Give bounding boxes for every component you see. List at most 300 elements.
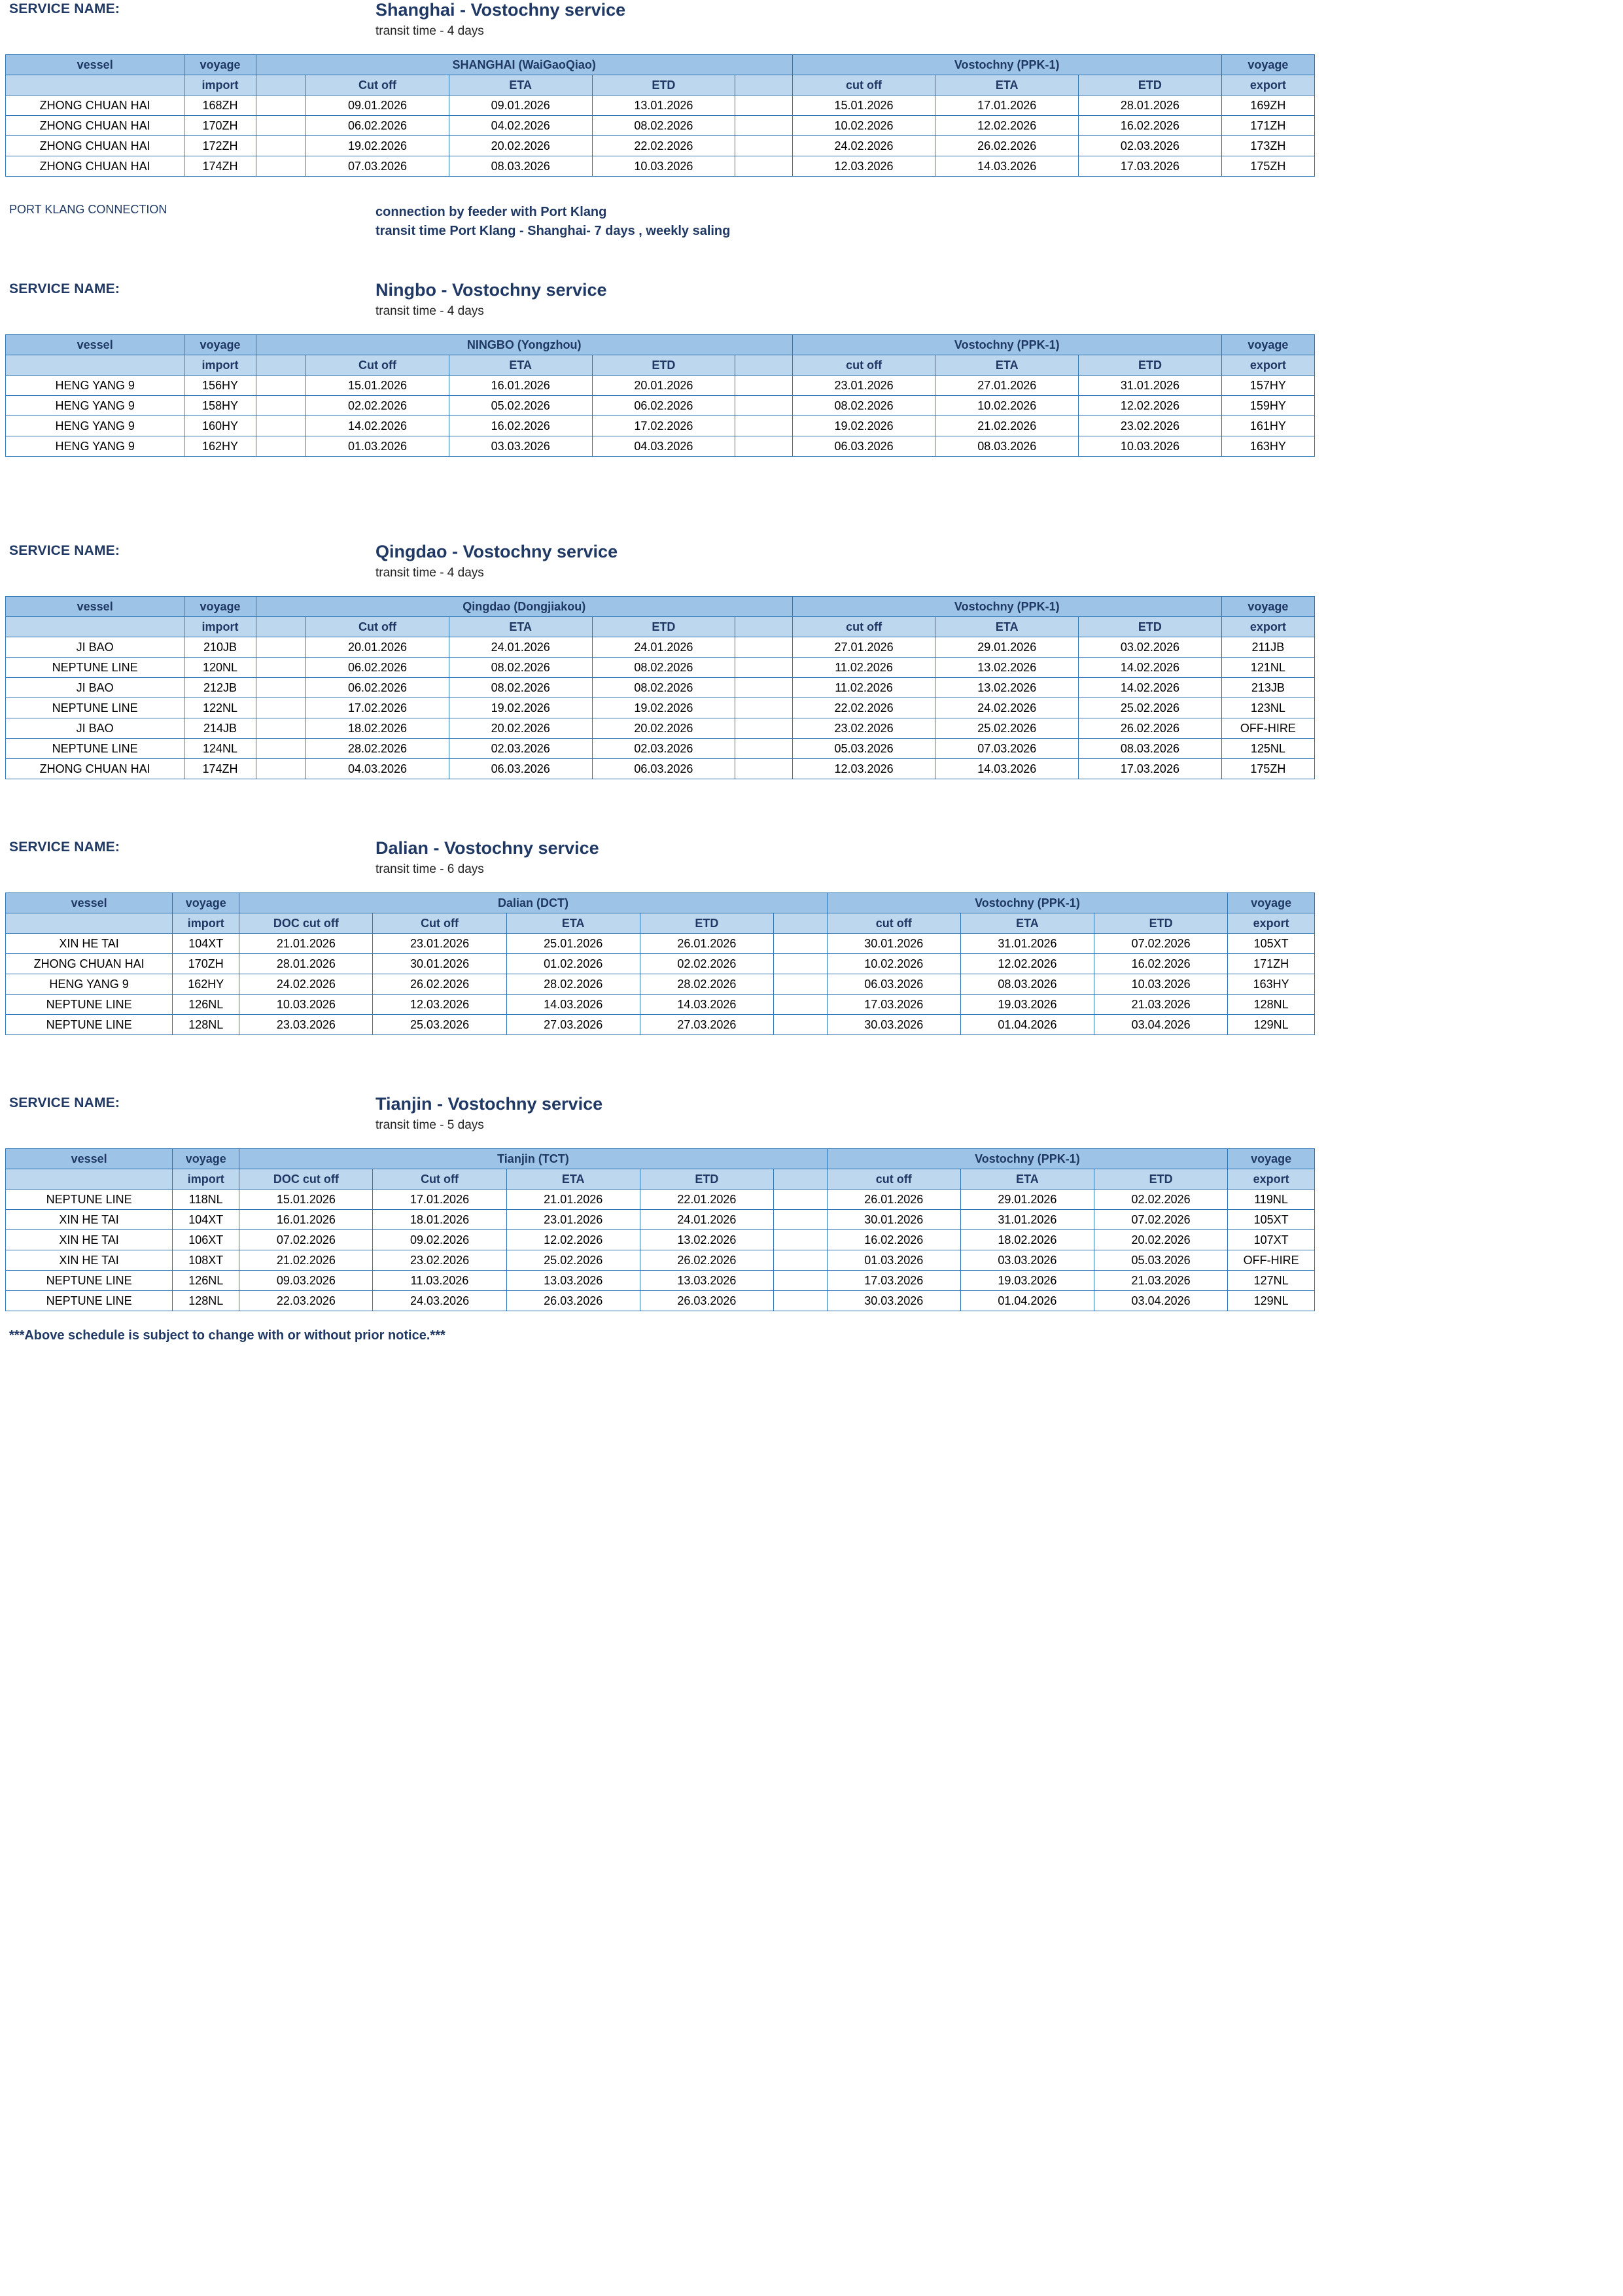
cell-dest-etd: 14.02.2026: [1079, 678, 1222, 698]
cell-gap2: [735, 156, 792, 177]
cell-cutoff: 18.01.2026: [373, 1210, 506, 1230]
table-row: [6, 96, 1315, 116]
cell-gap2: [773, 1190, 827, 1210]
cell-gap2: [735, 136, 792, 156]
subcol-gap2: [735, 355, 793, 376]
cell-cutoff: 25.03.2026: [373, 1015, 506, 1035]
subcol-etd: ETD: [640, 913, 773, 934]
cell-dest-etd: 03.02.2026: [1079, 637, 1222, 658]
cell-cutoff: 06.02.2026: [306, 678, 449, 698]
cell-dest-etd: 10.03.2026: [1094, 974, 1228, 995]
col-vessel: vessel: [6, 597, 184, 617]
cell-eta: 16.01.2026: [449, 376, 592, 396]
cell-vessel: NEPTUNE LINE: [6, 658, 184, 678]
col-voyage-out: voyage: [1221, 55, 1314, 75]
col-dest-port: Vostochny (PPK-1): [827, 1149, 1228, 1169]
cell-gap: [256, 376, 306, 396]
subcol-gap: [256, 355, 306, 376]
cell-dest-eta: 12.02.2026: [935, 116, 1079, 136]
cell-gap2: [735, 637, 793, 658]
cell-voyage-out: 125NL: [1221, 739, 1314, 759]
cell-dest-cutoff: 12.03.2026: [792, 156, 935, 177]
cell-cutoff: 06.02.2026: [306, 116, 449, 136]
table-row: [6, 637, 1315, 658]
subcol-dest-etd: ETD: [1079, 355, 1222, 376]
service-header: [0, 0, 1623, 39]
cell-voyage-out: 121NL: [1221, 658, 1314, 678]
cell-dest-cutoff: 12.03.2026: [792, 759, 935, 779]
subcol-cutoff: Cut off: [306, 355, 449, 376]
col-vessel: vessel: [6, 55, 184, 75]
cell-vessel: ZHONG CHUAN HAI: [6, 954, 173, 974]
cell-vessel: NEPTUNE LINE: [6, 698, 184, 718]
cell-gap: [256, 96, 306, 116]
cell-voyage-in: 162HY: [184, 436, 256, 457]
cell-dest-eta: 07.03.2026: [935, 739, 1079, 759]
subcol-gap2: [735, 617, 793, 637]
col-vessel: vessel: [6, 1149, 173, 1169]
cell-gap2: [773, 1230, 827, 1250]
subcol-dest-cutoff: cut off: [792, 355, 935, 376]
subcol-dest-cutoff: cut off: [827, 913, 960, 934]
cell-dest-eta: 08.03.2026: [960, 974, 1094, 995]
subcol-import: import: [173, 1169, 239, 1190]
table-row: [6, 156, 1315, 177]
table-row: [6, 1190, 1315, 1210]
port-klang-label: PORT KLANG CONNECTION: [9, 203, 167, 216]
col-voyage-out: voyage: [1221, 335, 1314, 355]
cell-etd: 26.03.2026: [640, 1291, 773, 1311]
cell-dest-etd: 10.03.2026: [1079, 436, 1222, 457]
cell-gap2: [735, 678, 793, 698]
cell-dest-eta: 29.01.2026: [960, 1190, 1094, 1210]
cell-vessel: ZHONG CHUAN HAI: [6, 116, 184, 136]
cell-voyage-out: 175ZH: [1221, 759, 1314, 779]
service-block-shanghai: [0, 0, 1623, 177]
subcol-import: import: [184, 75, 256, 96]
schedule-footnote: ***Above schedule is subject to change with or without prior notice.***: [9, 1328, 445, 1343]
schedule-table-tianjin: [5, 1148, 1315, 1311]
cell-dest-cutoff: 17.03.2026: [827, 1271, 960, 1291]
cell-cutoff: 30.01.2026: [373, 954, 506, 974]
cell-gap: [256, 436, 306, 457]
cell-etd: 06.03.2026: [592, 759, 735, 779]
cell-eta: 23.01.2026: [506, 1210, 640, 1230]
cell-dest-eta: 25.02.2026: [935, 718, 1079, 739]
col-voyage-in: voyage: [184, 335, 256, 355]
cell-cutoff: 26.02.2026: [373, 974, 506, 995]
cell-vessel: HENG YANG 9: [6, 376, 184, 396]
service-transit-time: transit time - 5 days: [375, 1118, 484, 1132]
cell-gap: [256, 658, 306, 678]
col-voyage-out: voyage: [1228, 1149, 1315, 1169]
cell-vessel: JI BAO: [6, 718, 184, 739]
subcol-dest-eta: ETA: [935, 355, 1079, 376]
cell-eta: 25.01.2026: [506, 934, 640, 954]
service-title: Dalian - Vostochny service: [375, 838, 599, 858]
cell-eta: 28.02.2026: [506, 974, 640, 995]
cell-vessel: ZHONG CHUAN HAI: [6, 156, 184, 177]
cell-dest-cutoff: 30.01.2026: [827, 934, 960, 954]
cell-voyage-out: 163HY: [1221, 436, 1314, 457]
subcol-import: import: [184, 617, 256, 637]
subcol-dest-eta: ETA: [960, 913, 1094, 934]
table-subheader-row: [6, 617, 1315, 637]
cell-voyage-in: 106XT: [173, 1230, 239, 1250]
cell-etd: 22.02.2026: [592, 136, 735, 156]
cell-voyage-in: 158HY: [184, 396, 256, 416]
cell-gap2: [773, 1015, 827, 1035]
subcol-gap2: [735, 75, 792, 96]
cell-voyage-in: 170ZH: [184, 116, 256, 136]
cell-dest-etd: 31.01.2026: [1079, 376, 1222, 396]
table-row: [6, 1015, 1315, 1035]
cell-eta: 20.02.2026: [449, 718, 592, 739]
cell-doc-cutoff: 15.01.2026: [239, 1190, 373, 1210]
cell-gap2: [735, 416, 793, 436]
cell-gap: [256, 637, 306, 658]
cell-voyage-in: 122NL: [184, 698, 256, 718]
cell-dest-etd: 07.02.2026: [1094, 1210, 1228, 1230]
subcol-cutoff: Cut off: [306, 617, 449, 637]
cell-cutoff: 23.01.2026: [373, 934, 506, 954]
cell-voyage-in: 120NL: [184, 658, 256, 678]
cell-doc-cutoff: 09.03.2026: [239, 1271, 373, 1291]
subcol-dest-cutoff: cut off: [827, 1169, 960, 1190]
table-subheader-row: [6, 913, 1315, 934]
cell-dest-cutoff: 26.01.2026: [827, 1190, 960, 1210]
subcol-doc-cutoff: DOC cut off: [239, 1169, 373, 1190]
cell-vessel: JI BAO: [6, 637, 184, 658]
cell-vessel: HENG YANG 9: [6, 416, 184, 436]
cell-gap2: [735, 396, 793, 416]
subcol-import: import: [173, 913, 239, 934]
cell-voyage-in: 128NL: [173, 1015, 239, 1035]
cell-voyage-out: 159HY: [1221, 396, 1314, 416]
cell-dest-cutoff: 11.02.2026: [792, 658, 935, 678]
schedule-table-ningbo: [5, 334, 1315, 457]
cell-voyage-in: 172ZH: [184, 136, 256, 156]
cell-doc-cutoff: 21.01.2026: [239, 934, 373, 954]
table-row: [6, 759, 1315, 779]
cell-etd: 13.03.2026: [640, 1271, 773, 1291]
cell-eta: 08.03.2026: [449, 156, 592, 177]
subcol-import: import: [184, 355, 256, 376]
table-row: [6, 416, 1315, 436]
table-row: [6, 954, 1315, 974]
subcol-dest-cutoff: cut off: [792, 75, 935, 96]
subcol-doc-cutoff: DOC cut off: [239, 913, 373, 934]
cell-etd: 10.03.2026: [592, 156, 735, 177]
cell-etd: 27.03.2026: [640, 1015, 773, 1035]
cell-gap: [256, 136, 306, 156]
cell-dest-cutoff: 08.02.2026: [792, 396, 935, 416]
cell-voyage-out: 128NL: [1228, 995, 1315, 1015]
cell-voyage-out: 173ZH: [1221, 136, 1314, 156]
cell-eta: 13.03.2026: [506, 1271, 640, 1291]
table-header-row: [6, 335, 1315, 355]
cell-cutoff: 02.02.2026: [306, 396, 449, 416]
subcol-dest-eta: ETA: [935, 617, 1079, 637]
cell-dest-cutoff: 11.02.2026: [792, 678, 935, 698]
cell-eta: 09.01.2026: [449, 96, 592, 116]
table-header-row: [6, 55, 1315, 75]
cell-cutoff: 17.02.2026: [306, 698, 449, 718]
cell-vessel: ZHONG CHUAN HAI: [6, 96, 184, 116]
cell-eta: 24.01.2026: [449, 637, 592, 658]
subcol-eta: ETA: [449, 75, 592, 96]
cell-dest-eta: 24.02.2026: [935, 698, 1079, 718]
cell-gap2: [735, 376, 793, 396]
cell-gap: [256, 116, 306, 136]
cell-gap: [256, 739, 306, 759]
cell-dest-cutoff: 24.02.2026: [792, 136, 935, 156]
cell-etd: 08.02.2026: [592, 116, 735, 136]
table-row: [6, 1210, 1315, 1230]
cell-eta: 08.02.2026: [449, 658, 592, 678]
cell-etd: 08.02.2026: [592, 658, 735, 678]
subcol-cutoff: Cut off: [373, 1169, 506, 1190]
cell-voyage-in: 174ZH: [184, 156, 256, 177]
table-header-row: [6, 893, 1315, 913]
cell-etd: 04.03.2026: [592, 436, 735, 457]
cell-dest-cutoff: 19.02.2026: [792, 416, 935, 436]
cell-dest-etd: 07.02.2026: [1094, 934, 1228, 954]
cell-dest-cutoff: 27.01.2026: [792, 637, 935, 658]
cell-gap2: [735, 116, 792, 136]
cell-doc-cutoff: 24.02.2026: [239, 974, 373, 995]
subcol-dest-etd: ETD: [1094, 1169, 1228, 1190]
col-origin-port: Dalian (DCT): [239, 893, 827, 913]
cell-vessel: JI BAO: [6, 678, 184, 698]
cell-cutoff: 20.01.2026: [306, 637, 449, 658]
cell-dest-etd: 25.02.2026: [1079, 698, 1222, 718]
service-title: Tianjin - Vostochny service: [375, 1094, 603, 1114]
service-name-label: SERVICE NAME:: [9, 543, 120, 558]
cell-voyage-out: 175ZH: [1221, 156, 1314, 177]
col-dest-port: Vostochny (PPK-1): [792, 597, 1221, 617]
service-block-ningbo: [0, 280, 1623, 457]
col-dest-port: Vostochny (PPK-1): [792, 55, 1221, 75]
cell-dest-etd: 03.04.2026: [1094, 1015, 1228, 1035]
cell-voyage-out: 105XT: [1228, 934, 1315, 954]
cell-cutoff: 19.02.2026: [306, 136, 449, 156]
cell-dest-cutoff: 23.02.2026: [792, 718, 935, 739]
subcol-blank: [6, 1169, 173, 1190]
cell-voyage-in: 104XT: [173, 1210, 239, 1230]
cell-voyage-out: 171ZH: [1228, 954, 1315, 974]
cell-voyage-in: 162HY: [173, 974, 239, 995]
cell-voyage-in: 210JB: [184, 637, 256, 658]
cell-eta: 21.01.2026: [506, 1190, 640, 1210]
subcol-blank: [6, 355, 184, 376]
cell-gap2: [773, 1271, 827, 1291]
col-origin-port: Qingdao (Dongjiakou): [256, 597, 792, 617]
cell-doc-cutoff: 10.03.2026: [239, 995, 373, 1015]
cell-doc-cutoff: 21.02.2026: [239, 1250, 373, 1271]
cell-dest-cutoff: 15.01.2026: [792, 96, 935, 116]
cell-cutoff: 11.03.2026: [373, 1271, 506, 1291]
table-subheader-row: [6, 1169, 1315, 1190]
cell-vessel: HENG YANG 9: [6, 974, 173, 995]
subcol-gap: [256, 617, 306, 637]
cell-eta: 04.02.2026: [449, 116, 592, 136]
cell-voyage-out: 211JB: [1221, 637, 1314, 658]
cell-dest-etd: 23.02.2026: [1079, 416, 1222, 436]
cell-cutoff: 14.02.2026: [306, 416, 449, 436]
cell-gap2: [773, 1291, 827, 1311]
cell-doc-cutoff: 07.02.2026: [239, 1230, 373, 1250]
cell-dest-eta: 14.03.2026: [935, 759, 1079, 779]
cell-dest-cutoff: 30.01.2026: [827, 1210, 960, 1230]
service-block-qingdao: [0, 542, 1623, 779]
col-voyage-in: voyage: [184, 55, 256, 75]
service-header: [0, 1094, 1623, 1133]
cell-vessel: XIN HE TAI: [6, 1250, 173, 1271]
cell-eta: 16.02.2026: [449, 416, 592, 436]
service-block-tianjin: [0, 1094, 1623, 1311]
subcol-dest-eta: ETA: [960, 1169, 1094, 1190]
col-origin-port: Tianjin (TCT): [239, 1149, 827, 1169]
cell-etd: 02.02.2026: [640, 954, 773, 974]
cell-voyage-in: 124NL: [184, 739, 256, 759]
cell-vessel: ZHONG CHUAN HAI: [6, 136, 184, 156]
cell-gap2: [735, 698, 793, 718]
cell-voyage-in: 214JB: [184, 718, 256, 739]
cell-dest-etd: 26.02.2026: [1079, 718, 1222, 739]
port-klang-line1: connection by feeder with Port Klang: [375, 205, 607, 219]
cell-cutoff: 17.01.2026: [373, 1190, 506, 1210]
cell-voyage-out: 213JB: [1221, 678, 1314, 698]
table-row: [6, 396, 1315, 416]
table-row: [6, 1271, 1315, 1291]
cell-voyage-out: 129NL: [1228, 1015, 1315, 1035]
cell-eta: 25.02.2026: [506, 1250, 640, 1271]
cell-voyage-in: 128NL: [173, 1291, 239, 1311]
col-voyage-in: voyage: [173, 893, 239, 913]
cell-dest-eta: 08.03.2026: [935, 436, 1079, 457]
cell-eta: 03.03.2026: [449, 436, 592, 457]
cell-gap: [256, 718, 306, 739]
service-name-label: SERVICE NAME:: [9, 1, 120, 16]
cell-dest-etd: 21.03.2026: [1094, 995, 1228, 1015]
cell-etd: 02.03.2026: [592, 739, 735, 759]
cell-dest-cutoff: 30.03.2026: [827, 1291, 960, 1311]
cell-voyage-out: OFF-HIRE: [1221, 718, 1314, 739]
col-voyage-out: voyage: [1221, 597, 1314, 617]
table-row: [6, 376, 1315, 396]
subcol-blank: [6, 75, 184, 96]
subcol-etd: ETD: [592, 617, 735, 637]
subcol-dest-etd: ETD: [1079, 617, 1222, 637]
cell-vessel: XIN HE TAI: [6, 1210, 173, 1230]
col-voyage-in: voyage: [184, 597, 256, 617]
cell-etd: 17.02.2026: [592, 416, 735, 436]
cell-etd: 06.02.2026: [592, 396, 735, 416]
cell-eta: 26.03.2026: [506, 1291, 640, 1311]
cell-dest-etd: 16.02.2026: [1079, 116, 1222, 136]
cell-eta: 02.03.2026: [449, 739, 592, 759]
table-subheader-row: [6, 355, 1315, 376]
cell-cutoff: 15.01.2026: [306, 376, 449, 396]
cell-dest-eta: 13.02.2026: [935, 678, 1079, 698]
subcol-cutoff: Cut off: [373, 913, 506, 934]
subcol-export: export: [1228, 913, 1315, 934]
subcol-gap2: [773, 913, 827, 934]
cell-gap2: [773, 974, 827, 995]
cell-vessel: NEPTUNE LINE: [6, 1190, 173, 1210]
table-row: [6, 739, 1315, 759]
subcol-eta: ETA: [506, 913, 640, 934]
cell-dest-cutoff: 06.03.2026: [827, 974, 960, 995]
cell-eta: 12.02.2026: [506, 1230, 640, 1250]
cell-voyage-in: 174ZH: [184, 759, 256, 779]
cell-vessel: NEPTUNE LINE: [6, 1291, 173, 1311]
cell-dest-cutoff: 17.03.2026: [827, 995, 960, 1015]
cell-cutoff: 06.02.2026: [306, 658, 449, 678]
col-voyage-out: voyage: [1228, 893, 1315, 913]
cell-etd: 22.01.2026: [640, 1190, 773, 1210]
service-transit-time: transit time - 4 days: [375, 304, 484, 318]
cell-voyage-in: 126NL: [173, 1271, 239, 1291]
table-row: [6, 1291, 1315, 1311]
cell-dest-eta: 31.01.2026: [960, 1210, 1094, 1230]
subcol-dest-etd: ETD: [1079, 75, 1222, 96]
cell-dest-cutoff: 30.03.2026: [827, 1015, 960, 1035]
subcol-export: export: [1221, 355, 1314, 376]
cell-gap2: [735, 718, 793, 739]
cell-dest-etd: 20.02.2026: [1094, 1230, 1228, 1250]
cell-dest-eta: 27.01.2026: [935, 376, 1079, 396]
cell-vessel: ZHONG CHUAN HAI: [6, 759, 184, 779]
cell-cutoff: 09.01.2026: [306, 96, 449, 116]
cell-etd: 13.02.2026: [640, 1230, 773, 1250]
table-row: [6, 1250, 1315, 1271]
service-transit-time: transit time - 6 days: [375, 862, 484, 876]
table-row: [6, 1230, 1315, 1250]
cell-voyage-out: 171ZH: [1221, 116, 1314, 136]
cell-gap2: [735, 739, 793, 759]
cell-dest-etd: 14.02.2026: [1079, 658, 1222, 678]
cell-etd: 13.01.2026: [592, 96, 735, 116]
cell-eta: 14.03.2026: [506, 995, 640, 1015]
cell-dest-eta: 26.02.2026: [935, 136, 1079, 156]
cell-dest-eta: 10.02.2026: [935, 396, 1079, 416]
cell-dest-etd: 02.03.2026: [1079, 136, 1222, 156]
table-row: [6, 136, 1315, 156]
cell-gap: [256, 156, 306, 177]
cell-dest-cutoff: 06.03.2026: [792, 436, 935, 457]
cell-etd: 20.01.2026: [592, 376, 735, 396]
subcol-etd: ETD: [592, 355, 735, 376]
col-origin-port: NINGBO (Yongzhou): [256, 335, 792, 355]
cell-cutoff: 23.02.2026: [373, 1250, 506, 1271]
cell-gap2: [773, 934, 827, 954]
cell-gap2: [773, 954, 827, 974]
cell-etd: 14.03.2026: [640, 995, 773, 1015]
cell-voyage-out: 107XT: [1228, 1230, 1315, 1250]
cell-gap: [256, 396, 306, 416]
subcol-gap2: [773, 1169, 827, 1190]
cell-dest-eta: 29.01.2026: [935, 637, 1079, 658]
table-row: [6, 995, 1315, 1015]
cell-eta: 08.02.2026: [449, 678, 592, 698]
cell-dest-etd: 17.03.2026: [1079, 156, 1222, 177]
service-title: Qingdao - Vostochny service: [375, 542, 618, 561]
col-dest-port: Vostochny (PPK-1): [827, 893, 1228, 913]
cell-vessel: NEPTUNE LINE: [6, 995, 173, 1015]
cell-doc-cutoff: 23.03.2026: [239, 1015, 373, 1035]
